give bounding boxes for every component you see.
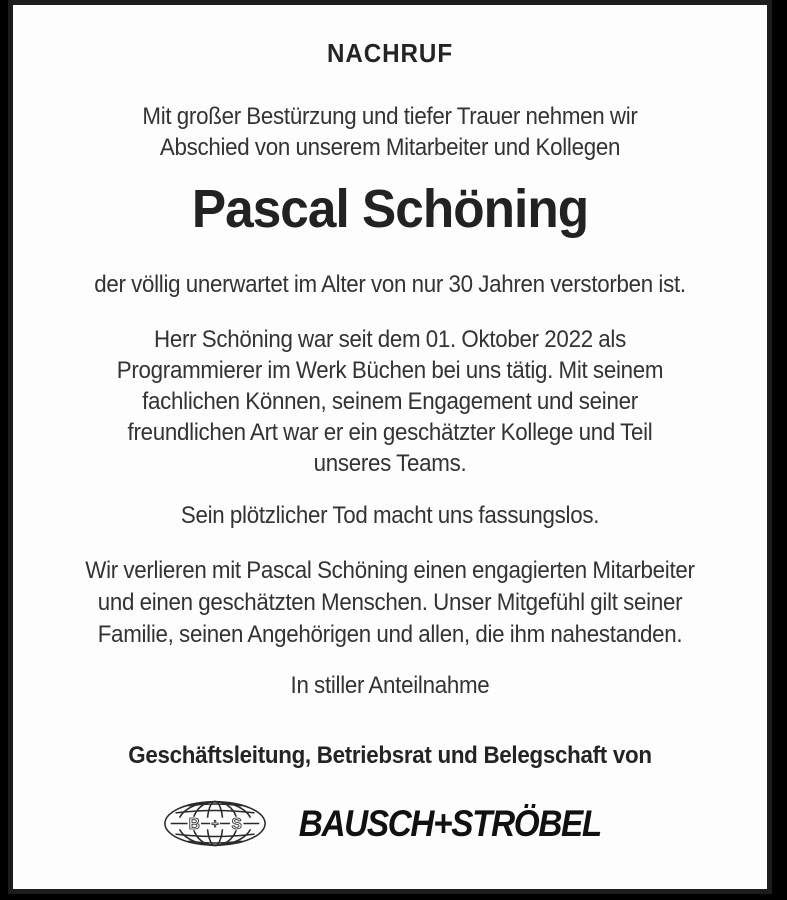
condolence-paragraph xyxy=(56,555,724,651)
tribute-paragraph xyxy=(56,324,724,479)
shock-line: Sein plötzlicher Tod macht uns fassungslos. xyxy=(180,502,600,529)
monogram-plus: + xyxy=(211,816,219,831)
text-line: Wir verlieren mit Pascal Schöning einen engagierten Mitarbeiter xyxy=(85,557,695,584)
text-line: Mit großer Bestürzung und tiefer Trauer nehmen wir xyxy=(142,103,638,130)
monogram-letter-s: S xyxy=(231,815,242,833)
text-line: Programmierer im Werk Büchen bei uns tätig. Mit seinem xyxy=(116,357,664,384)
death-line: der völlig unerwartet im Alter von nur 30 Jahren verstorben ist. xyxy=(94,271,686,298)
deceased-name: Pascal Schöning xyxy=(191,179,589,239)
notice-card xyxy=(8,0,772,894)
text-line: und einen geschätzten Menschen. Unser Mitgefühl gilt seiner xyxy=(97,589,683,616)
text-line: Familie, seinen Angehörigen und allen, die ihm nahestanden. xyxy=(97,621,683,648)
globe-logo-icon xyxy=(162,798,268,849)
intro-paragraph xyxy=(56,101,724,163)
signature-line: Geschäftsleitung, Betriebsrat und Belegschaft von xyxy=(128,742,652,769)
company-wordmark: BAUSCH+STRÖBEL xyxy=(298,802,602,844)
notice-kicker: NACHRUF xyxy=(326,38,454,68)
monogram-letter-b: B xyxy=(188,815,201,833)
closing-line: In stiller Anteilnahme xyxy=(290,672,490,699)
text-line: Abschied von unserem Mitarbeiter und Kollegen xyxy=(159,134,621,161)
text-line: Herr Schöning war seit dem 01. Oktober 2022 als xyxy=(154,326,626,353)
text-line: unseres Teams. xyxy=(313,450,467,477)
text-line: fachlichen Können, seinem Engagement und seiner xyxy=(142,388,638,415)
text-line: freundlichen Art war er ein geschätzter Kollege und Teil xyxy=(127,419,653,446)
company-logo xyxy=(31,798,749,849)
